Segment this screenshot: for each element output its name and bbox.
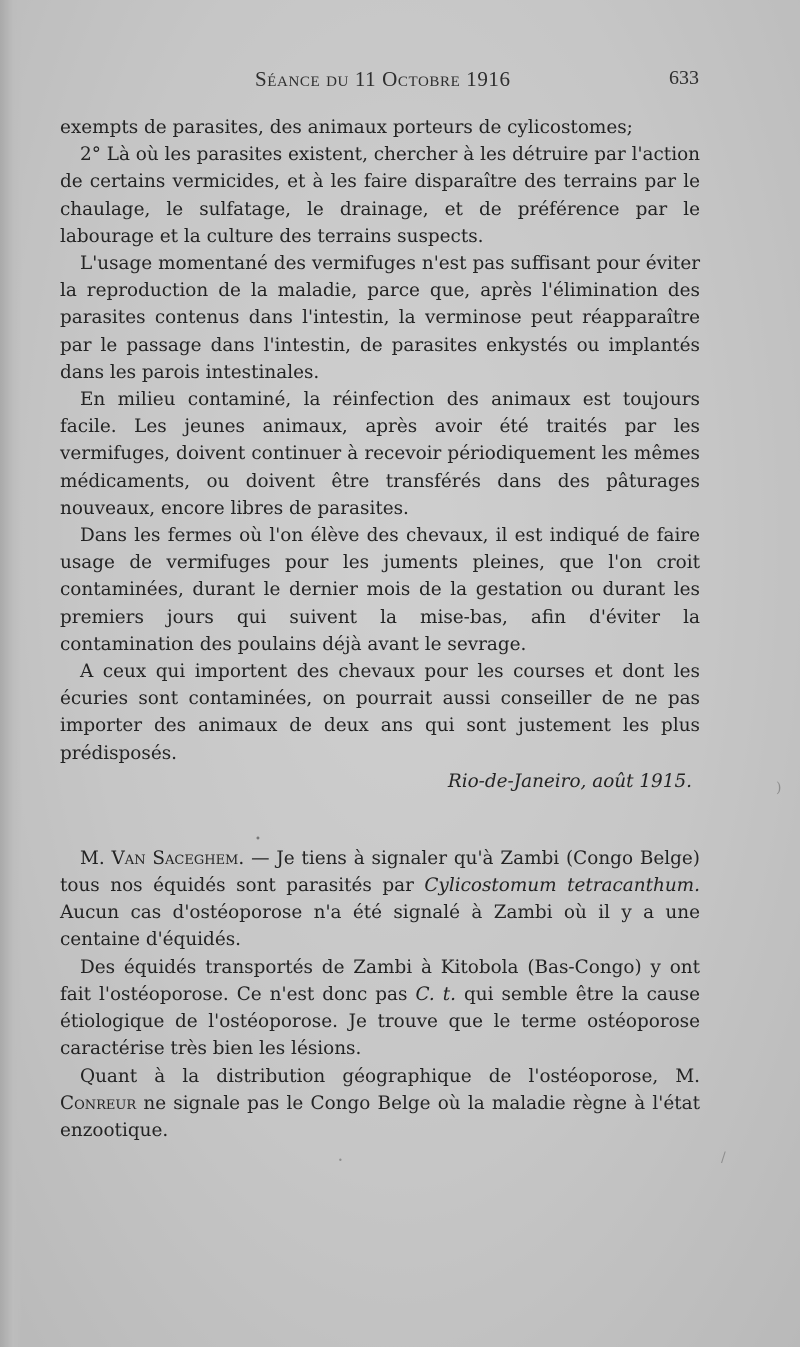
species-abbreviation: C. t. [415, 983, 456, 1005]
section-separator: • [255, 833, 261, 845]
running-header [60, 56, 700, 96]
scan-speck: ) [776, 780, 782, 796]
page-number: 633 [669, 67, 699, 89]
species-name: Cylicostomum tetracanthum. [424, 875, 700, 897]
paragraph-imports: A ceux qui importent des chevaux pour les courses et dont les écuries sont contaminées, on pourrait aussi conseiller de ne pas importer des animaux de deux ans qui sont justement les plus prédisposés. [60, 661, 700, 764]
discussion-text: — Je tiens à signaler qu'à Zambi (Congo Belge) tous nos équidés sont parasités par [60, 847, 700, 897]
scan-speck: / [721, 1150, 726, 1166]
speaker-name: M. Van Saceghem. [80, 847, 245, 869]
scan-speck: • [338, 1156, 343, 1165]
body-text [60, 114, 700, 1144]
running-title: Séance du 11 Octobre 1916 [255, 67, 511, 91]
paragraph-second-point: 2° Là où les parasites existent, chercher à les détruire par l'action de certains vermicides, et à les faire disparaître des terrains par le chaulage, le sulfatage, le drainage, et de préférence par le labourage et la culture des terrains suspects. [60, 144, 700, 247]
discussion-text: ne signale pas le Congo Belge où la maladie règne à l'état enzootique. [60, 1092, 700, 1141]
discussion-text: Quant à la distribution géographique de l'ostéoporose, M. [80, 1065, 700, 1087]
book-page [60, 56, 700, 1144]
page-binding-shadow [0, 0, 22, 1347]
discussion-paragraph-3 [60, 1063, 700, 1145]
discussion-paragraph-2 [60, 954, 700, 1063]
paragraph-reinfection: En milieu contaminé, la réinfection des animaux est toujours facile. Les jeunes animaux, après avoir été traités par les vermifuges, doivent continuer à recevoir périodiquement les mêmes médicaments, ou doivent être transférés dans des pâturages nouveaux, encore libres de parasites. [60, 389, 700, 519]
discussion-text: qui semble être la cause étiologique de l'ostéoporose. Je trouve que le terme ostéoporose caractérise très bien les lésions. [60, 983, 701, 1060]
discussion-text: Des équidés transportés de Zambi à Kitobola (Bas-Congo) y ont fait l'ostéoporose. Ce n'est donc pas [60, 956, 700, 1005]
paragraph-vermifuges: L'usage momentané des vermifuges n'est pas suffisant pour éviter la reproduction de la maladie, parce que, après l'élimination des parasites contenus dans l'intestin, la verminose peut réapparaître par le passage dans l'intestin, de parasites enkystés ou implantés dans les parois intestinales. [60, 253, 700, 383]
paragraph-farms: Dans les fermes où l'on élève des chevaux, il est indiqué de faire usage de vermifuges pour les juments pleines, que l'on croit contaminées, durant le dernier mois de la gestation ou durant les premiers jours qui suivent la mise-bas, afin d'éviter la contamination des poulains déjà avant le sevrage. [60, 525, 700, 655]
author-name: Conreur [60, 1092, 137, 1114]
discussion-text: Aucun cas d'ostéoporose n'a été signalé à Zambi où il y a une centaine d'équidés. [60, 902, 700, 951]
paragraph-continuation: exempts de parasites, des animaux porteurs de cylicostomes; [60, 117, 633, 138]
discussion-paragraph-1 [60, 845, 700, 954]
place-date-signature: Rio-de-Janeiro, août 1915. [447, 770, 692, 792]
